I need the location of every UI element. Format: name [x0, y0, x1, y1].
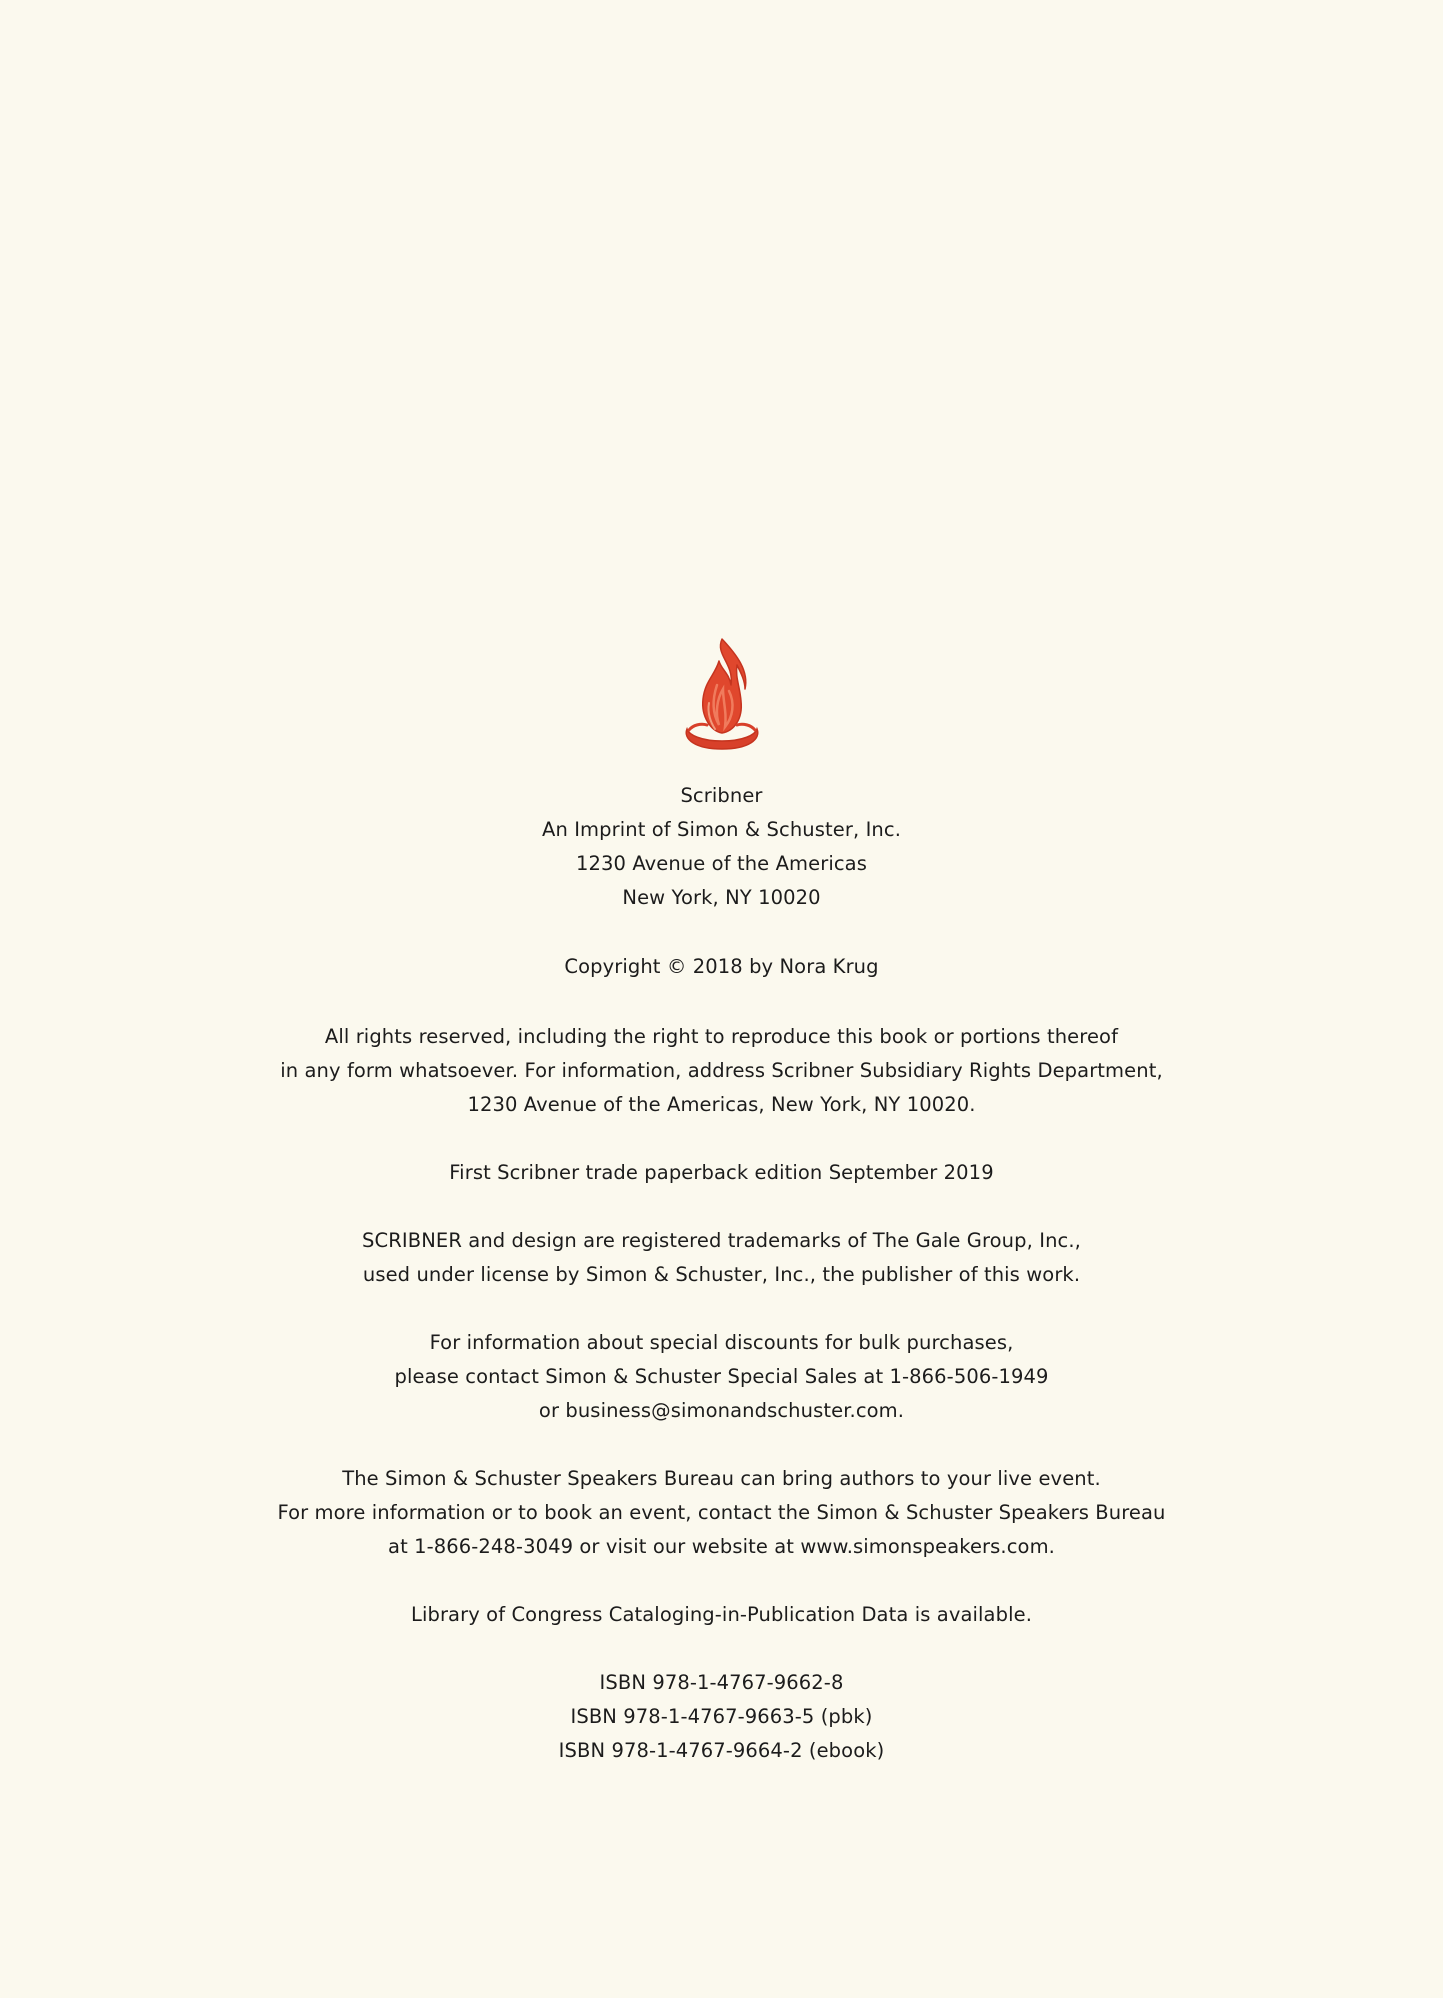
- publisher-block: [0, 779, 1443, 915]
- speakers-bureau-line: The Simon & Schuster Speakers Bureau can bring authors to your live event.: [342, 1467, 1101, 1490]
- edition-line: First Scribner trade paperback edition September 2019: [449, 1161, 994, 1184]
- isbn-hardcover: ISBN 978-1-4767-9662-8: [599, 1671, 844, 1694]
- isbn-block: [0, 1666, 1443, 1768]
- rights-line: All rights reserved, including the right to reproduce this book or portions thereof: [324, 1025, 1119, 1048]
- publisher-street: 1230 Avenue of the Americas: [576, 852, 867, 875]
- copyright-block: [0, 950, 1443, 984]
- publisher-name: Scribner: [680, 784, 763, 807]
- cataloging-block: [0, 1598, 1443, 1632]
- trademark-block: [0, 1224, 1443, 1292]
- isbn-ebook: ISBN 978-1-4767-9664-2 (ebook): [558, 1739, 885, 1762]
- isbn-paperback: ISBN 978-1-4767-9663-5 (pbk): [570, 1705, 873, 1728]
- cataloging-line: Library of Congress Cataloging-in-Publication Data is available.: [410, 1603, 1032, 1626]
- flame-logo-icon: [679, 633, 765, 763]
- edition-block: [0, 1156, 1443, 1190]
- special-sales-line: For information about special discounts for bulk purchases,: [429, 1331, 1014, 1354]
- special-sales-line: or business@simonandschuster.com.: [538, 1399, 905, 1422]
- speakers-bureau-line: at 1-866-248-3049 or visit our website at www.simonspeakers.com.: [388, 1535, 1055, 1558]
- publisher-city: New York, NY 10020: [622, 886, 821, 909]
- trademark-line: SCRIBNER and design are registered trademarks of The Gale Group, Inc.,: [362, 1229, 1081, 1252]
- special-sales-line: please contact Simon & Schuster Special Sales at 1-866-506-1949: [394, 1365, 1049, 1388]
- rights-line: in any form whatsoever. For information, address Scribner Subsidiary Rights Department,: [280, 1059, 1163, 1082]
- special-sales-block: [0, 1326, 1443, 1428]
- rights-line: 1230 Avenue of the Americas, New York, NY 10020.: [467, 1093, 976, 1116]
- rights-block: [0, 1020, 1443, 1122]
- speakers-bureau-block: [0, 1462, 1443, 1564]
- publisher-imprint: An Imprint of Simon & Schuster, Inc.: [542, 818, 901, 841]
- trademark-line: used under license by Simon & Schuster, Inc., the publisher of this work.: [362, 1263, 1081, 1286]
- speakers-bureau-line: For more information or to book an event, contact the Simon & Schuster Speakers Bureau: [277, 1501, 1166, 1524]
- copyright-line: Copyright © 2018 by Nora Krug: [564, 955, 879, 978]
